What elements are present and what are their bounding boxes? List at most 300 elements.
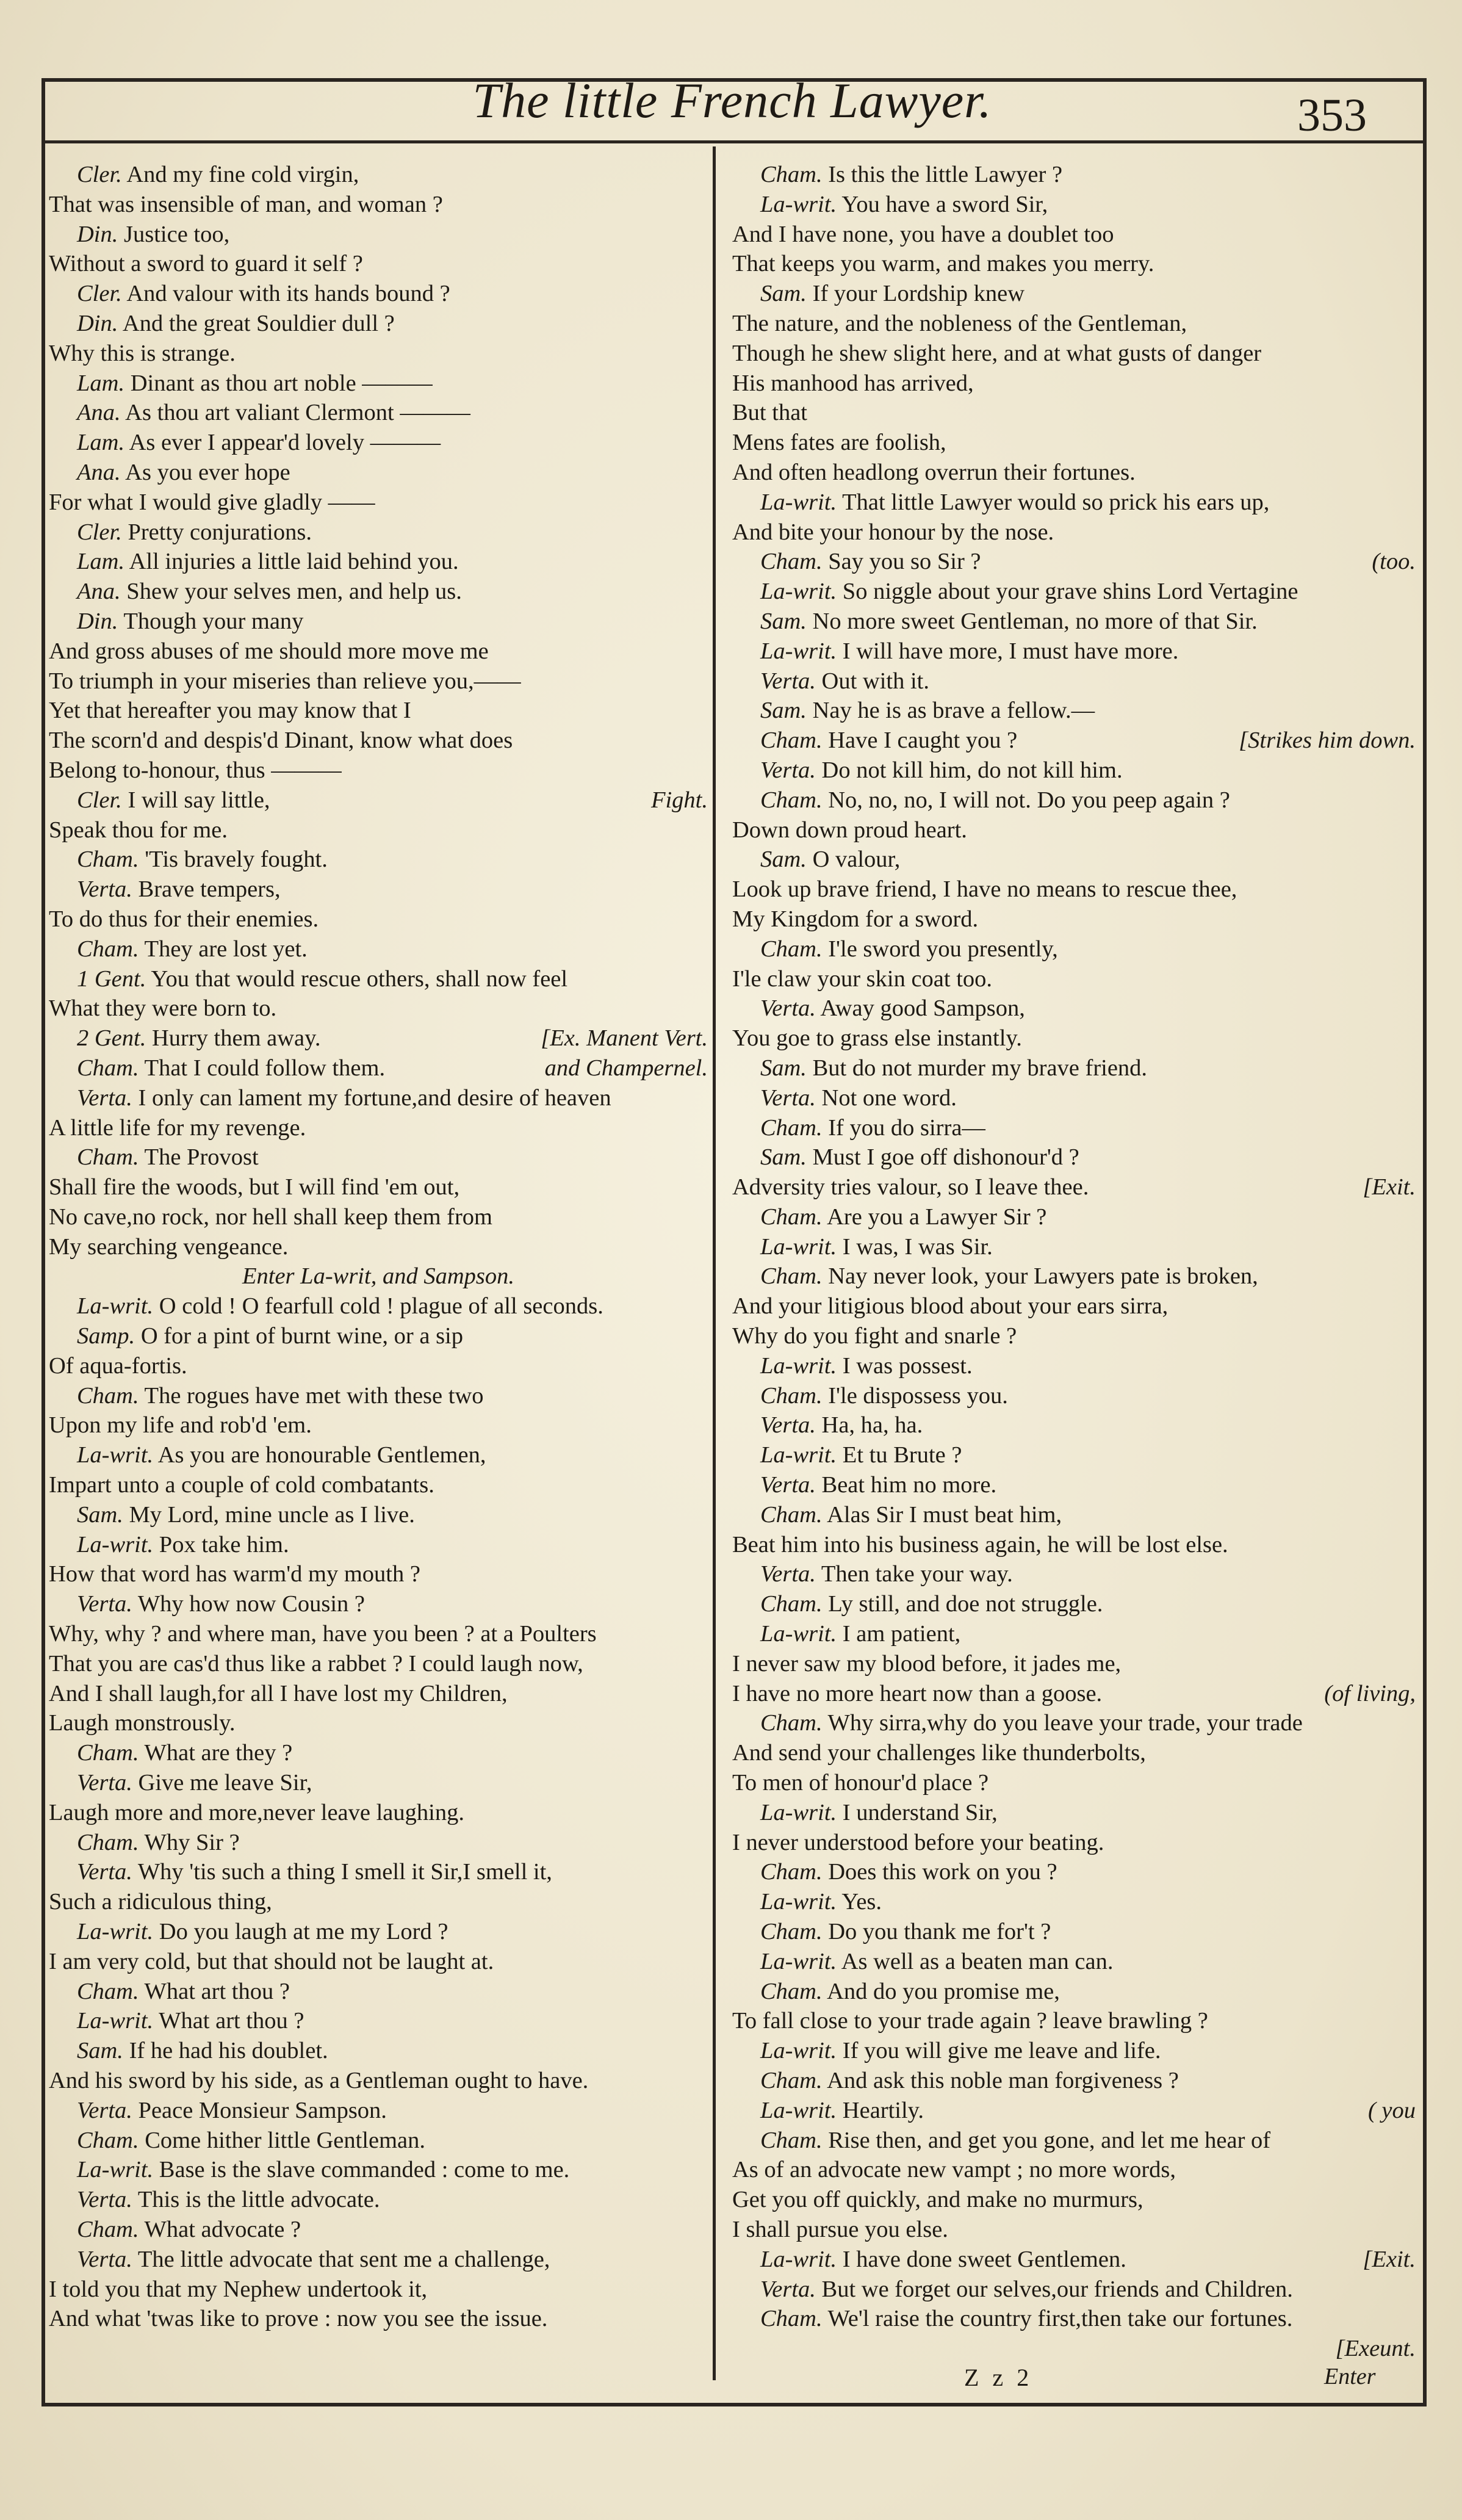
line-text: Yes. bbox=[841, 1889, 882, 1915]
line-text: I am patient, bbox=[842, 1621, 961, 1647]
text-line bbox=[732, 2155, 1416, 2185]
text-line bbox=[732, 1708, 1416, 1738]
text-line bbox=[732, 1053, 1416, 1083]
line-text: Look up brave friend, I have no means to rescue thee, bbox=[732, 876, 1237, 903]
line-text: I'le dispossess you. bbox=[828, 1382, 1008, 1409]
text-line bbox=[49, 1977, 708, 2007]
line-text: You that would rescue others, shall now feel bbox=[151, 966, 568, 992]
line-text: Belong to-honour, thus ——— bbox=[49, 757, 342, 783]
speaker-name: Cham. bbox=[760, 787, 823, 813]
text-line bbox=[732, 666, 1416, 696]
line-text: But do not murder my brave friend. bbox=[812, 1055, 1148, 1081]
text-line bbox=[49, 339, 708, 369]
line-text: What art thou ? bbox=[144, 1978, 290, 2004]
text-line bbox=[732, 845, 1416, 875]
line-text: How that word has warm'd my mouth ? bbox=[49, 1561, 420, 1587]
text-line bbox=[732, 875, 1416, 904]
speaker-name: Sam. bbox=[760, 847, 807, 873]
text-line bbox=[732, 1887, 1416, 1917]
line-text: Dinant as thou art noble ——— bbox=[130, 370, 433, 396]
text-line bbox=[732, 2334, 1416, 2364]
speaker-name: La-writ. bbox=[760, 1948, 837, 1974]
text-line bbox=[732, 1798, 1416, 1828]
text-line bbox=[49, 428, 708, 458]
text-line bbox=[49, 398, 708, 428]
stage-direction: [Exit. bbox=[1363, 2246, 1416, 2272]
text-line bbox=[49, 1024, 708, 1053]
line-text: My searching vengeance. bbox=[49, 1233, 289, 1260]
line-text: Brave tempers, bbox=[138, 876, 281, 903]
text-line bbox=[49, 279, 708, 309]
text-line bbox=[732, 994, 1416, 1024]
line-text: O cold ! O fearfull cold ! plague of all seconds. bbox=[159, 1293, 603, 1320]
speaker-name: La-writ. bbox=[760, 2097, 837, 2123]
speaker-name: Cham. bbox=[760, 1978, 823, 2004]
text-line bbox=[49, 309, 708, 339]
line-text: Mens fates are foolish, bbox=[732, 430, 946, 456]
text-line bbox=[49, 696, 708, 726]
line-text: Do not kill him, do not kill him. bbox=[821, 757, 1123, 783]
speaker-name: Cham. bbox=[760, 162, 823, 187]
text-line bbox=[732, 1738, 1416, 1768]
line-text: We'l raise the country first,then take our fortunes. bbox=[827, 2306, 1293, 2332]
speaker-name: La-writ. bbox=[760, 1233, 837, 1260]
line-text: Though he shew slight here, and at what gusts of danger bbox=[732, 340, 1262, 366]
text-line bbox=[732, 1143, 1416, 1172]
line-text: I have done sweet Gentlemen. bbox=[842, 2246, 1126, 2272]
text-line bbox=[732, 1649, 1416, 1679]
speaker-name: Cham. bbox=[760, 2127, 823, 2153]
speaker-name: La-writ. bbox=[760, 1799, 837, 1825]
speaker-name: Cham. bbox=[77, 1978, 139, 2004]
line-text: I never understood before your beating. bbox=[732, 1829, 1104, 1855]
text-line bbox=[49, 2006, 708, 2036]
speaker-name: La-writ. bbox=[77, 1531, 154, 1558]
stage-direction: [Exeunt. bbox=[1335, 2336, 1416, 2362]
text-line bbox=[732, 339, 1416, 369]
line-text: Impart unto a couple of cold combatants. bbox=[49, 1472, 434, 1498]
line-text: I'le sword you presently, bbox=[828, 936, 1058, 962]
stage-direction: [Ex. Manent Vert. bbox=[541, 1025, 708, 1052]
line-text: To triumph in your miseries than relieve you,—— bbox=[49, 668, 521, 694]
text-line bbox=[732, 1977, 1416, 2007]
text-line bbox=[49, 756, 708, 785]
text-line bbox=[49, 1232, 708, 1262]
text-line bbox=[732, 696, 1416, 726]
speaker-name: Din. bbox=[77, 221, 118, 247]
text-line bbox=[732, 2275, 1416, 2305]
line-text: And bite your honour by the nose. bbox=[732, 519, 1054, 545]
line-text: His manhood has arrived, bbox=[732, 370, 974, 396]
signature-mark: Z z 2 bbox=[964, 2364, 1033, 2391]
text-line bbox=[732, 2215, 1416, 2245]
line-text: Why 'tis such a thing I smell it Sir,I smell it, bbox=[137, 1859, 552, 1885]
speaker-name: Sam. bbox=[760, 1055, 807, 1081]
line-text: Down down proud heart. bbox=[732, 817, 967, 843]
speaker-name: Cham. bbox=[77, 2127, 139, 2153]
line-text: To fall close to your trade again ? leave brawling ? bbox=[732, 2008, 1208, 2034]
line-text: Shew your selves men, and help us. bbox=[126, 579, 462, 605]
text-line bbox=[49, 1887, 708, 1917]
text-line bbox=[49, 726, 708, 756]
line-text: That keeps you warm, and makes you merry. bbox=[732, 251, 1154, 277]
line-text: Why, why ? and where man, have you been ? at a Poulters bbox=[49, 1621, 597, 1647]
text-line bbox=[49, 1649, 708, 1679]
text-line bbox=[732, 1321, 1416, 1351]
text-line bbox=[732, 577, 1416, 607]
speaker-name: Verta. bbox=[77, 1859, 132, 1885]
text-line bbox=[49, 845, 708, 875]
line-text: Must I goe off dishonour'd ? bbox=[812, 1144, 1079, 1171]
text-line bbox=[732, 815, 1416, 845]
line-text: For what I would give gladly —— bbox=[49, 489, 375, 515]
line-text: I only can lament my fortune,and desire of heaven bbox=[138, 1085, 611, 1111]
line-text: Nay never look, your Lawyers pate is broken, bbox=[828, 1263, 1258, 1290]
text-line bbox=[732, 547, 1416, 577]
speaker-name: Cham. bbox=[77, 1144, 139, 1171]
line-text: As ever I appear'd lovely ——— bbox=[129, 430, 441, 456]
speaker-name: Sam. bbox=[760, 698, 807, 724]
line-text: They are lost yet. bbox=[144, 936, 308, 962]
text-line bbox=[49, 2066, 708, 2096]
text-line bbox=[49, 249, 708, 279]
speaker-name: Sam. bbox=[760, 281, 807, 307]
line-text: That was insensible of man, and woman ? bbox=[49, 191, 443, 217]
line-text: Base is the slave commanded : come to me. bbox=[159, 2157, 570, 2183]
text-line bbox=[49, 2036, 708, 2066]
text-line bbox=[732, 1470, 1416, 1500]
text-line bbox=[49, 458, 708, 488]
line-text: As of an advocate new vampt ; no more words, bbox=[732, 2157, 1176, 2183]
text-line bbox=[49, 1262, 708, 1291]
text-line bbox=[732, 637, 1416, 666]
text-line bbox=[49, 815, 708, 845]
text-line bbox=[49, 220, 708, 250]
line-text: The scorn'd and despis'd Dinant, know what does bbox=[49, 727, 513, 754]
line-text: And valour with its hands bound ? bbox=[126, 281, 450, 307]
text-line bbox=[732, 1113, 1416, 1143]
line-text: Laugh monstrously. bbox=[49, 1710, 236, 1736]
text-line bbox=[49, 1291, 708, 1321]
speaker-name: La-writ. bbox=[760, 489, 837, 515]
speaker-name: Verta. bbox=[760, 1561, 816, 1587]
line-text: You goe to grass else instantly. bbox=[732, 1025, 1022, 1052]
text-line bbox=[49, 2275, 708, 2305]
text-line bbox=[732, 2036, 1416, 2066]
line-text: If you will give me leave and life. bbox=[842, 2038, 1161, 2064]
text-line bbox=[732, 249, 1416, 279]
line-text: Get you off quickly, and make no murmurs, bbox=[732, 2187, 1143, 2213]
text-line bbox=[732, 756, 1416, 785]
line-text: That I could follow them. bbox=[144, 1055, 386, 1081]
line-text: That you are cas'd thus like a rabbet ? I could laugh now, bbox=[49, 1650, 583, 1677]
speaker-name: La-writ. bbox=[760, 1352, 837, 1379]
column-divider bbox=[713, 146, 716, 2380]
speaker-name: Cler. bbox=[77, 281, 122, 307]
text-line bbox=[49, 1381, 708, 1411]
line-text: And I have none, you have a doublet too bbox=[732, 221, 1114, 247]
text-line bbox=[732, 518, 1416, 547]
text-line bbox=[732, 1559, 1416, 1589]
speaker-name: Verta. bbox=[77, 2246, 132, 2272]
line-text: I was possest. bbox=[842, 1352, 973, 1379]
text-line bbox=[732, 904, 1416, 934]
line-text: Peace Monsieur Sampson. bbox=[138, 2097, 387, 2123]
text-line bbox=[49, 1530, 708, 1560]
speaker-name: Lam. bbox=[77, 549, 125, 575]
line-text: Pretty conjurations. bbox=[128, 519, 312, 545]
text-line bbox=[732, 1381, 1416, 1411]
text-line bbox=[732, 1917, 1416, 1947]
line-text: But we forget our selves,our friends and Children. bbox=[821, 2276, 1293, 2302]
speaker-name: Cham. bbox=[760, 1591, 823, 1617]
line-text: Though your many bbox=[123, 608, 304, 634]
text-line bbox=[732, 1232, 1416, 1262]
line-text: So niggle about your grave shins Lord Vertagine bbox=[842, 579, 1298, 605]
text-line bbox=[49, 1738, 708, 1768]
speaker-name: Verta. bbox=[77, 1085, 132, 1111]
text-line bbox=[732, 1291, 1416, 1321]
text-line bbox=[732, 220, 1416, 250]
text-line bbox=[49, 1708, 708, 1738]
line-text: Shall fire the woods, but I will find 'em out, bbox=[49, 1174, 460, 1200]
text-line bbox=[49, 1917, 708, 1947]
text-line bbox=[49, 1589, 708, 1619]
line-text: Speak thou for me. bbox=[49, 817, 228, 843]
text-line bbox=[49, 488, 708, 518]
speaker-name: Sam. bbox=[77, 1501, 123, 1528]
running-title: The little French Lawyer. bbox=[472, 73, 992, 128]
line-text: And often headlong overrun their fortunes. bbox=[732, 459, 1136, 485]
speaker-name: La-writ. bbox=[760, 2038, 837, 2064]
speaker-name: Cham. bbox=[760, 1710, 823, 1736]
text-line bbox=[49, 1619, 708, 1649]
text-line bbox=[49, 1947, 708, 1977]
line-text: To men of honour'd place ? bbox=[732, 1770, 989, 1796]
speaker-name: Cler. bbox=[77, 519, 122, 545]
line-text: Why this is strange. bbox=[49, 340, 236, 366]
line-text: Yet that hereafter you may know that I bbox=[49, 698, 411, 724]
line-text: Rise then, and get you gone, and let me hear of bbox=[828, 2127, 1271, 2153]
text-line bbox=[732, 428, 1416, 458]
line-text: No, no, no, I will not. Do you peep again ? bbox=[828, 787, 1230, 813]
speaker-name: Cham. bbox=[77, 847, 139, 873]
text-line bbox=[49, 1202, 708, 1232]
text-line bbox=[49, 1321, 708, 1351]
text-line bbox=[49, 190, 708, 220]
text-line bbox=[732, 1857, 1416, 1887]
speaker-name: 1 Gent. bbox=[77, 966, 146, 992]
speaker-name: Verta. bbox=[760, 995, 816, 1022]
speaker-name: Cham. bbox=[760, 727, 823, 754]
speaker-name: La-writ. bbox=[77, 2157, 154, 2183]
text-line bbox=[49, 904, 708, 934]
line-text: Pox take him. bbox=[159, 1531, 289, 1558]
text-line bbox=[49, 2096, 708, 2126]
line-text: I shall pursue you else. bbox=[732, 2216, 948, 2242]
line-text: The little advocate that sent me a challenge, bbox=[137, 2246, 550, 2272]
text-line bbox=[49, 785, 708, 815]
speaker-name: Cham. bbox=[77, 1829, 139, 1855]
speaker-name: Ana. bbox=[77, 579, 121, 605]
line-text: I have no more heart now than a goose. bbox=[732, 1680, 1103, 1706]
text-line bbox=[49, 518, 708, 547]
speaker-name: La-writ. bbox=[760, 1442, 837, 1468]
text-line bbox=[732, 1619, 1416, 1649]
text-line bbox=[49, 1679, 708, 1709]
speaker-name: Ana. bbox=[77, 400, 121, 426]
speaker-name: La-writ. bbox=[77, 1442, 154, 1468]
text-line bbox=[732, 369, 1416, 399]
line-text: My Lord, mine uncle as I live. bbox=[129, 1501, 415, 1528]
text-line bbox=[49, 1053, 708, 1083]
line-text: Away good Sampson, bbox=[820, 995, 1025, 1022]
stage-direction: and Champernel. bbox=[544, 1055, 708, 1081]
line-text: Adversity tries valour, so I leave thee. bbox=[732, 1174, 1089, 1200]
speaker-name: Lam. bbox=[77, 430, 125, 456]
speaker-name: La-writ. bbox=[77, 1919, 154, 1945]
text-line bbox=[49, 1113, 708, 1143]
line-text: Such a ridiculous thing, bbox=[49, 1889, 272, 1915]
speaker-name: La-writ. bbox=[760, 579, 837, 605]
speaker-name: Din. bbox=[77, 310, 118, 336]
text-line bbox=[732, 1768, 1416, 1798]
text-line bbox=[49, 1857, 708, 1887]
speaker-name: 2 Gent. bbox=[77, 1025, 146, 1052]
speaker-name: Cham. bbox=[77, 936, 139, 962]
text-line bbox=[732, 1530, 1416, 1560]
text-line bbox=[49, 369, 708, 399]
text-line bbox=[732, 1440, 1416, 1470]
text-line bbox=[49, 666, 708, 696]
line-text: Beat him into his business again, he will be lost else. bbox=[732, 1531, 1228, 1558]
line-text: If your Lordship knew bbox=[812, 281, 1025, 307]
speaker-name: La-writ. bbox=[760, 638, 837, 664]
speaker-name: La-writ. bbox=[77, 2008, 154, 2034]
speaker-name: Cham. bbox=[760, 1382, 823, 1409]
line-text: Beat him no more. bbox=[821, 1472, 997, 1498]
page-number: 353 bbox=[1297, 90, 1367, 141]
speaker-name: La-writ. bbox=[760, 191, 837, 217]
text-line bbox=[732, 1202, 1416, 1232]
speaker-name: Cham. bbox=[760, 1263, 823, 1290]
text-line bbox=[732, 2066, 1416, 2096]
line-text: What advocate ? bbox=[144, 2216, 301, 2242]
text-line bbox=[49, 1470, 708, 1500]
speaker-name: La-writ. bbox=[77, 1293, 154, 1320]
speaker-name: Cham. bbox=[760, 1204, 823, 1230]
text-line bbox=[732, 1947, 1416, 1977]
text-line bbox=[732, 160, 1416, 190]
line-text: Come hither little Gentleman. bbox=[145, 2127, 425, 2153]
text-line bbox=[49, 1828, 708, 1858]
text-line bbox=[732, 2126, 1416, 2156]
catchword: Enter bbox=[1324, 2364, 1376, 2389]
line-text: Ly still, and doe not struggle. bbox=[828, 1591, 1103, 1617]
speaker-name: Cham. bbox=[760, 1114, 823, 1141]
text-line bbox=[732, 1083, 1416, 1113]
line-text: And his sword by his side, as a Gentleman ought to have. bbox=[49, 2068, 589, 2093]
stage-direction: Fight. bbox=[650, 787, 708, 813]
speaker-name: Samp. bbox=[77, 1323, 135, 1349]
line-text: Then take your way. bbox=[821, 1561, 1013, 1587]
text-line bbox=[732, 1172, 1416, 1202]
text-line bbox=[732, 1024, 1416, 1053]
text-line bbox=[49, 1768, 708, 1798]
line-text: That little Lawyer would so prick his ears up, bbox=[842, 489, 1270, 515]
speaker-name: La-writ. bbox=[760, 1889, 837, 1915]
line-text: And do you promise me, bbox=[827, 1978, 1060, 2004]
line-text: No more sweet Gentleman, no more of that Sir. bbox=[812, 608, 1258, 634]
line-text: And your litigious blood about your ears sirra, bbox=[732, 1293, 1169, 1320]
text-line bbox=[732, 2096, 1416, 2126]
speaker-name: Lam. bbox=[77, 370, 125, 396]
line-text: I never saw my blood before, it jades me, bbox=[732, 1650, 1122, 1677]
speaker-name: Verta. bbox=[760, 2276, 816, 2302]
line-text: If he had his doublet. bbox=[129, 2038, 328, 2064]
line-text: What are they ? bbox=[144, 1740, 293, 1766]
speaker-name: Cham. bbox=[760, 2306, 823, 2332]
text-line bbox=[732, 1589, 1416, 1619]
text-line bbox=[732, 1828, 1416, 1858]
speaker-name: Verta. bbox=[760, 668, 816, 694]
speaker-name: Cham. bbox=[77, 1740, 139, 1766]
speaker-name: Verta. bbox=[77, 2187, 132, 2213]
line-text: As thou art valiant Clermont ——— bbox=[125, 400, 470, 426]
text-line bbox=[49, 1559, 708, 1589]
text-line bbox=[49, 637, 708, 666]
text-line bbox=[49, 1798, 708, 1828]
speaker-name: Sam. bbox=[760, 608, 807, 634]
text-line bbox=[732, 964, 1416, 994]
line-text: O for a pint of burnt wine, or a sip bbox=[140, 1323, 464, 1349]
line-text: Is this the little Lawyer ? bbox=[828, 162, 1063, 187]
line-text: I will say little, bbox=[128, 787, 270, 813]
text-line bbox=[732, 309, 1416, 339]
text-line bbox=[732, 726, 1416, 756]
line-text: I am very cold, but that should not be laught at. bbox=[49, 1948, 494, 1974]
line-text: And my fine cold virgin, bbox=[126, 162, 359, 187]
text-line bbox=[49, 2245, 708, 2275]
line-text: Upon my life and rob'd 'em. bbox=[49, 1412, 312, 1439]
line-text: Hurry them away. bbox=[151, 1025, 321, 1052]
text-line bbox=[732, 2006, 1416, 2036]
line-text: And ask this noble man forgiveness ? bbox=[827, 2068, 1179, 2093]
text-line bbox=[49, 160, 708, 190]
text-line bbox=[49, 1143, 708, 1172]
text-line bbox=[732, 1262, 1416, 1291]
speaker-name: Verta. bbox=[77, 2097, 132, 2123]
speaker-name: Cham. bbox=[77, 2216, 139, 2242]
line-text: O valour, bbox=[812, 847, 901, 873]
text-line bbox=[49, 994, 708, 1024]
line-text: What art thou ? bbox=[159, 2008, 304, 2034]
speaker-name: Verta. bbox=[77, 1770, 132, 1796]
text-line bbox=[732, 1410, 1416, 1440]
speaker-name: Verta. bbox=[760, 1085, 816, 1111]
line-text: Laugh more and more,never leave laughing. bbox=[49, 1799, 464, 1825]
line-text: But that bbox=[732, 400, 807, 426]
line-text: Why do you fight and snarle ? bbox=[732, 1323, 1017, 1349]
text-line bbox=[49, 934, 708, 964]
speaker-name: Cham. bbox=[760, 1859, 823, 1885]
line-text: Heartily. bbox=[842, 2097, 924, 2123]
speaker-name: Ana. bbox=[77, 459, 121, 485]
line-text: Of aqua-fortis. bbox=[49, 1352, 187, 1379]
speaker-name: Cler. bbox=[77, 787, 122, 813]
speaker-name: Cham. bbox=[77, 1055, 139, 1081]
text-line bbox=[732, 488, 1416, 518]
